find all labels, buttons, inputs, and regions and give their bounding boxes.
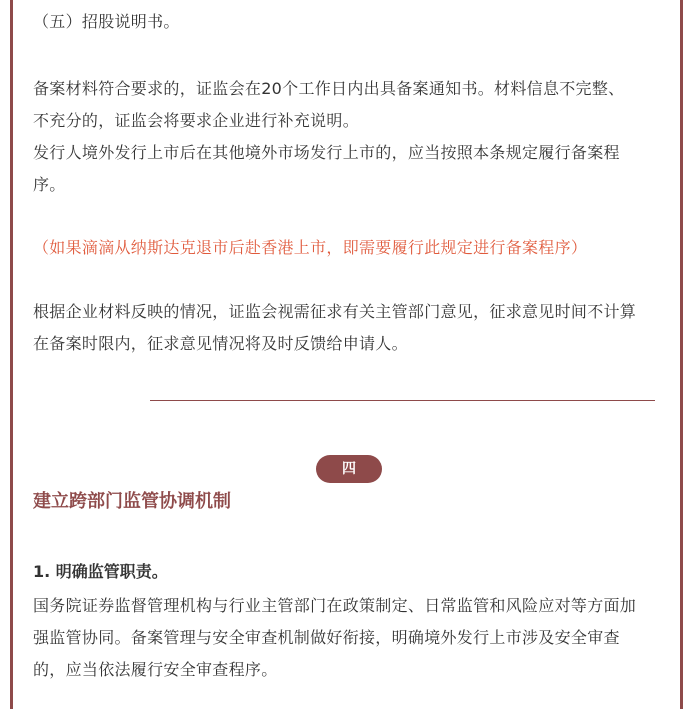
- opinion-line-2: 在备案时限内，征求意见情况将及时反馈给申请人。: [33, 334, 408, 353]
- review-line-2: 不充分的，证监会将要求企业进行补充说明。: [33, 111, 360, 130]
- section-title: 建立跨部门监管协调机制: [33, 491, 231, 512]
- section-number-badge: 四: [316, 455, 382, 483]
- review-line-1: 备案材料符合要求的，证监会在20个工作日内出具备案通知书。材料信息不完整、: [33, 79, 625, 98]
- subsection-body-line-2: 强监管协同。备案管理与安全审查机制做好衔接，明确境外发行上市涉及安全审查: [33, 628, 620, 647]
- didi-note: （如果滴滴从纳斯达克退市后赴香港上市，即需要履行此规定进行备案程序）: [33, 238, 588, 257]
- review-line-3: 发行人境外发行上市后在其他境外市场发行上市的，应当按照本条规定履行备案程: [33, 143, 620, 162]
- subsection-heading: 1. 明确监管职责。: [33, 562, 168, 581]
- item-five: （五）招股说明书。: [33, 12, 180, 31]
- review-line-4: 序。: [33, 175, 66, 194]
- subsection-body-line-1: 国务院证券监督管理机构与行业主管部门在政策制定、日常监管和风险应对等方面加: [33, 596, 637, 615]
- subsection-body-line-3: 的，应当依法履行安全审查程序。: [33, 660, 278, 679]
- opinion-line-1: 根据企业材料反映的情况，证监会视需征求有关主管部门意见，征求意见时间不计算: [33, 302, 637, 321]
- section-divider: [150, 400, 655, 401]
